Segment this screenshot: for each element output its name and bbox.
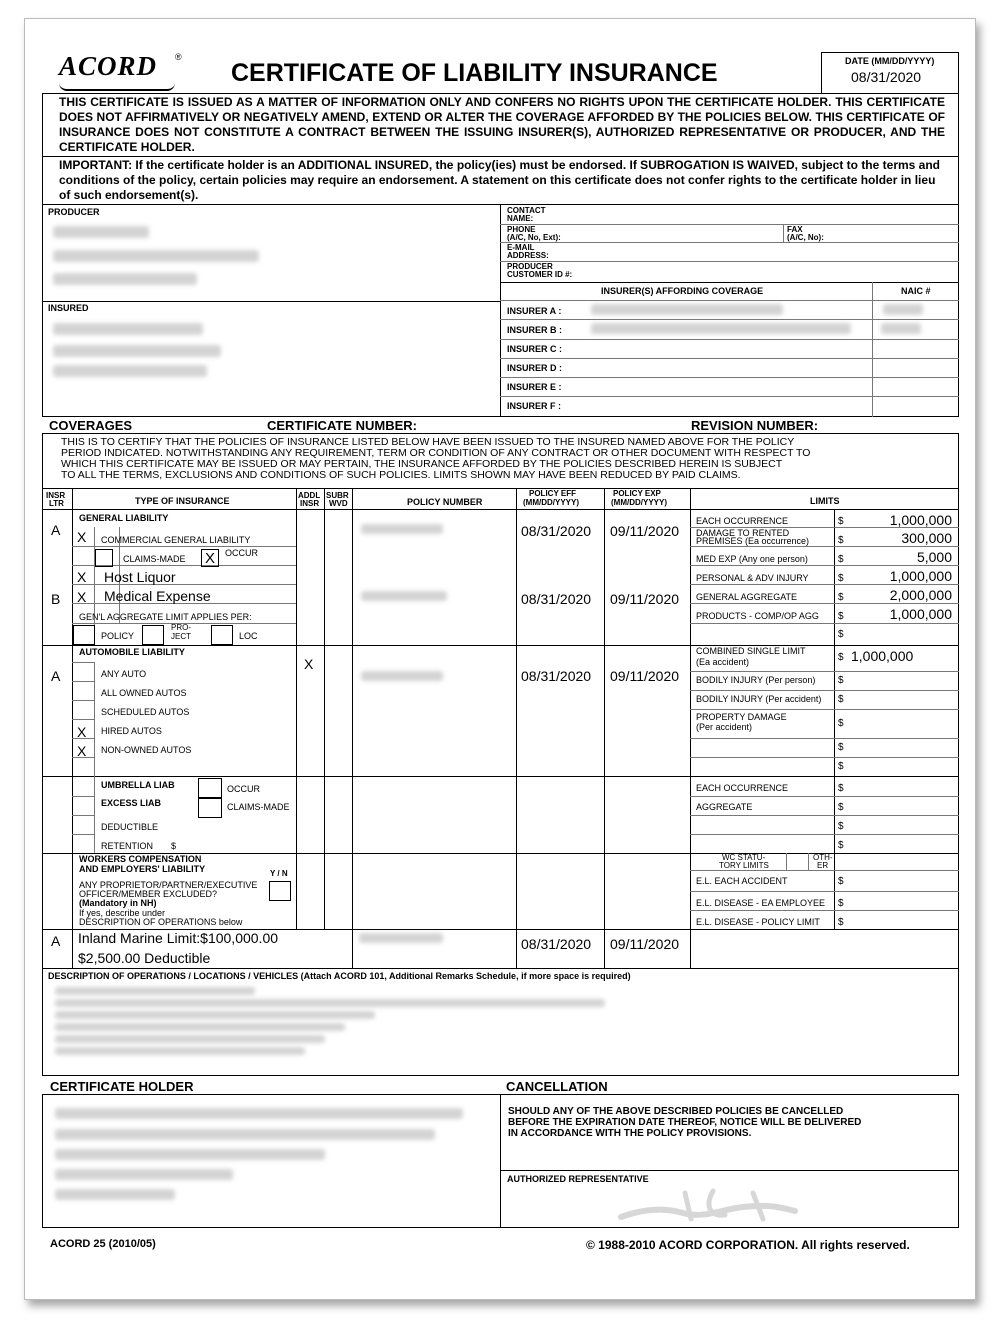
gl-insurer-letter-a: A xyxy=(51,522,61,538)
fax-label: FAX xyxy=(787,225,803,234)
producer-street-redacted xyxy=(53,250,259,262)
email-label: E-MAIL xyxy=(507,243,535,252)
gl-limit-damage-rented-currency: $ xyxy=(838,535,844,546)
gl-limit-each-occurrence-currency: $ xyxy=(838,516,844,527)
gl-limit-general-aggregate-currency: $ xyxy=(838,592,844,603)
wc-excluded-checkbox[interactable] xyxy=(269,881,291,901)
umbrella-liab-label: UMBRELLA LIAB xyxy=(101,780,175,790)
fax-label-2: (A/C, No): xyxy=(787,233,824,242)
date-value[interactable]: 08/31/2020 xyxy=(851,69,922,85)
description-line-3-redacted xyxy=(55,1011,375,1019)
gl-loc-label: LOC xyxy=(239,631,258,641)
insurer-a-label: INSURER A : xyxy=(507,306,562,316)
auto-limit-csl-label-2: (Ea accident) xyxy=(696,657,750,667)
gl-claims-made-label: CLAIMS-MADE xyxy=(123,554,186,564)
gl-limit-med-exp-label: MED EXP (Any one person) xyxy=(696,554,808,564)
certificate-number-label: CERTIFICATE NUMBER: xyxy=(267,418,417,433)
umbrella-aggregate-label: AGGREGATE xyxy=(696,802,753,812)
gl-policy-number-b-redacted xyxy=(361,591,447,601)
contact-name-label: CONTACT xyxy=(507,206,546,215)
gl-limit-personal-adv-currency: $ xyxy=(838,573,844,584)
auto-limit-csl-label: COMBINED SINGLE LIMIT xyxy=(696,646,806,656)
gl-occur-checkbox[interactable]: X xyxy=(201,549,219,567)
im-eff-date: 08/31/2020 xyxy=(521,936,592,952)
wc-line-4: If yes, describe under xyxy=(79,908,166,918)
disclaimer-text: THIS CERTIFICATE IS ISSUED AS A MATTER OF INFORMATION ONLY AND CONFERS NO RIGHTS UPON THE CERTIFICATE HOLDER. THIS CERTIFICATE DOES NOT AFFIRMATIVELY OR NEGATIVELY AMEND, EXTEND OR ALTER THE COVERAGE AFFORDED BY THE POLICIES BELOW. THIS CERTIFICATE OF INSURANCE DOES NOT CONSTITUTE A CONTRACT BETWEEN THE ISSUING INSURER(S), AUTHORIZED REPRESENTATIVE OR PRODUCER, AND THE CERTIFICATE HOLDER. xyxy=(59,95,945,154)
auto-limit-extra-2-currency: $ xyxy=(838,761,844,772)
customer-id-label: PRODUCER xyxy=(507,262,553,271)
gl-exp-date-b: 09/11/2020 xyxy=(610,591,680,607)
auto-addl-insr-mark: X xyxy=(304,656,314,672)
auto-limit-extra-1-currency: $ xyxy=(838,742,844,753)
gl-limit-products-value: 1,000,000 xyxy=(889,606,952,622)
col-policy-eff: POLICY EFF xyxy=(529,489,576,498)
coverage-statement-line-4: TO ALL THE TERMS, EXCLUSIONS AND CONDITIONS OF SUCH POLICIES. LIMITS SHOWN MAY HAVE BEEN REDUCED BY PAID CLAIMS. xyxy=(61,469,741,481)
col-subr-wvd: SUBR xyxy=(326,491,349,500)
auto-hired-label: HIRED AUTOS xyxy=(101,726,162,736)
umbrella-each-occurrence-label: EACH OCCURRENCE xyxy=(696,783,789,793)
wc-line-1: ANY PROPRIETOR/PARTNER/EXECUTIVE xyxy=(79,880,258,890)
wc-statutory-limits-label: WC STATU- xyxy=(722,853,766,862)
holder-line-1-redacted xyxy=(55,1108,463,1119)
col-addl-insr-2: INSR xyxy=(300,499,320,508)
retention-currency: $ xyxy=(171,841,177,851)
coverage-statement-line-1: THIS IS TO CERTIFY THAT THE POLICIES OF INSURANCE LISTED BELOW HAVE BEEN ISSUED TO THE INSURED NAMED ABOVE FOR THE POLICY xyxy=(61,436,795,448)
producer-label: PRODUCER xyxy=(48,207,100,217)
auto-non-owned-checkbox[interactable]: X xyxy=(77,743,87,759)
umbrella-claims-made-label: CLAIMS-MADE xyxy=(227,802,290,812)
insurer-e-label: INSURER E : xyxy=(507,382,562,392)
gl-aggregate-applies-label: GEN'L AGGREGATE LIMIT APPLIES PER: xyxy=(79,612,252,622)
gl-project-checkbox[interactable] xyxy=(142,625,164,645)
gl-policy-checkbox[interactable] xyxy=(73,625,95,645)
insured-label: INSURED xyxy=(48,303,89,313)
gl-limit-each-occurrence-value: 1,000,000 xyxy=(889,512,952,528)
col-policy-number: POLICY NUMBER xyxy=(407,497,483,507)
gl-commercial-checkbox[interactable]: X xyxy=(77,529,87,545)
description-line-4-redacted xyxy=(55,1023,345,1031)
cancellation-text-line-3: IN ACCORDANCE WITH THE POLICY PROVISIONS. xyxy=(508,1128,752,1139)
auto-hired-checkbox[interactable]: X xyxy=(77,724,87,740)
wc-title-2: AND EMPLOYERS' LIABILITY xyxy=(79,864,206,874)
wc-yn-label: Y / N xyxy=(270,869,288,878)
wc-other-label: OTH- xyxy=(813,853,833,862)
col-insr-ltr-2: LTR xyxy=(49,499,64,508)
auto-non-owned-label: NON-OWNED AUTOS xyxy=(101,745,192,755)
gl-policy-label: POLICY xyxy=(101,631,135,641)
revision-number-label: REVISION NUMBER: xyxy=(691,418,819,433)
important-text: IMPORTANT: If the certificate holder is an ADDITIONAL INSURED, the policy(ies) must be endorsed. If SUBROGATION IS WAIVED, subject to the terms and conditions of the policy, certain policies may require an endorsement. A statement on this certificate does not confer rights to the certificate holder in lieu of such endorsement(s). xyxy=(59,158,940,202)
contact-name-label-2: NAME: xyxy=(507,214,534,223)
gl-exp-date-a: 09/11/2020 xyxy=(610,523,680,539)
gl-policy-number-a-redacted xyxy=(361,524,443,534)
gl-host-liquor-label: Host Liquor xyxy=(104,569,176,585)
gl-title: GENERAL LIABILITY xyxy=(79,513,169,523)
email-label-2: ADDRESS: xyxy=(507,251,549,260)
umbrella-occur-label: OCCUR xyxy=(227,784,260,794)
col-limits: LIMITS xyxy=(810,496,840,506)
wc-el-disease-employee-currency: $ xyxy=(838,898,844,909)
logo-swoosh xyxy=(59,83,175,91)
authorized-representative-label: AUTHORIZED REPRESENTATIVE xyxy=(507,1174,649,1184)
wc-el-each-accident-currency: $ xyxy=(838,876,844,887)
gl-insurer-letter-b: B xyxy=(51,591,61,607)
col-subr-wvd-2: WVD xyxy=(329,499,348,508)
gl-claims-made-checkbox[interactable] xyxy=(95,549,113,567)
gl-limit-general-aggregate-label: GENERAL AGGREGATE xyxy=(696,592,798,602)
auto-any-auto-label: ANY AUTO xyxy=(101,669,147,679)
im-line-1: Inland Marine Limit:$100,000.00 xyxy=(78,930,279,946)
gl-limit-each-occurrence-label: EACH OCCURRENCE xyxy=(696,516,789,526)
col-addl-insr: ADDL xyxy=(298,491,321,500)
gl-medical-expense-label: Medical Expense xyxy=(104,588,211,604)
description-line-2-redacted xyxy=(55,999,605,1007)
gl-limit-damage-rented-label: DAMAGE TO RENTED xyxy=(696,528,790,538)
auto-limit-bi-person-label: BODILY INJURY (Per person) xyxy=(696,675,816,685)
auto-eff-date: 08/31/2020 xyxy=(521,668,592,684)
umbrella-aggregate-currency: $ xyxy=(838,802,844,813)
umbrella-extra-2-currency: $ xyxy=(838,840,844,851)
wc-statutory-limits-label-2: TORY LIMITS xyxy=(719,861,769,870)
auto-exp-date: 09/11/2020 xyxy=(610,668,680,684)
gl-limit-med-exp-value: 5,000 xyxy=(916,549,952,565)
insured-street-redacted xyxy=(53,345,221,357)
signature-image xyxy=(613,1179,803,1229)
umbrella-extra-1-currency: $ xyxy=(838,821,844,832)
umbrella-claims-made-checkbox[interactable] xyxy=(198,798,222,818)
gl-occur-label: OCCUR xyxy=(225,548,258,558)
excess-liab-label: EXCESS LIAB xyxy=(101,798,162,808)
customer-id-label-2: CUSTOMER ID #: xyxy=(507,270,573,279)
insurer-c-label: INSURER C : xyxy=(507,344,563,354)
description-label: DESCRIPTION OF OPERATIONS / LOCATIONS / VEHICLES (Attach ACORD 101, Additional Remarks Schedule, if more space is required) xyxy=(48,971,631,981)
description-line-6-redacted xyxy=(55,1047,305,1055)
umbrella-occur-checkbox[interactable] xyxy=(198,778,222,798)
insured-name-redacted xyxy=(53,323,203,335)
gl-limit-damage-rented-value: 300,000 xyxy=(901,530,952,546)
insurer-b-label: INSURER B : xyxy=(507,325,563,335)
deductible-label: DEDUCTIBLE xyxy=(101,822,159,832)
auto-limit-csl-value: 1,000,000 xyxy=(851,648,914,664)
auto-all-owned-label: ALL OWNED AUTOS xyxy=(101,688,187,698)
description-line-5-redacted xyxy=(55,1035,325,1043)
col-policy-eff-2: (MM/DD/YYYY) xyxy=(523,498,579,507)
gl-eff-date-a: 08/31/2020 xyxy=(521,523,592,539)
wc-el-each-accident-label: E.L. EACH ACCIDENT xyxy=(696,876,788,886)
auto-limit-property-label-2: (Per accident) xyxy=(696,722,753,732)
im-line-2: $2,500.00 Deductible xyxy=(78,950,211,966)
naic-label: NAIC # xyxy=(901,286,931,296)
im-insurer-letter: A xyxy=(51,933,61,949)
umbrella-each-occurrence-currency: $ xyxy=(838,783,844,794)
certificate-page xyxy=(24,18,976,1300)
im-policy-number-redacted xyxy=(359,933,443,943)
auto-policy-number-redacted xyxy=(361,671,443,681)
gl-limit-damage-rented-label-2: PREMISES (Ea occurrence) xyxy=(696,536,810,546)
retention-label: RETENTION xyxy=(101,841,154,851)
gl-limit-personal-adv-label: PERSONAL & ADV INJURY xyxy=(696,573,809,583)
gl-limit-extra-currency: $ xyxy=(838,629,844,640)
description-box xyxy=(42,968,959,1076)
holder-line-4-redacted xyxy=(55,1169,233,1180)
auto-title: AUTOMOBILE LIABILITY xyxy=(79,647,185,657)
coverages-label: COVERAGES xyxy=(49,418,133,433)
date-label: DATE (MM/DD/YYYY) xyxy=(845,56,935,66)
wc-line-5: DESCRIPTION OF OPERATIONS below xyxy=(79,917,243,927)
insurer-b-name-redacted xyxy=(591,323,851,334)
page-title: CERTIFICATE OF LIABILITY INSURANCE xyxy=(231,59,718,87)
auto-limit-property-label: PROPERTY DAMAGE xyxy=(696,712,787,722)
gl-commercial-label: COMMERCIAL GENERAL LIABILITY xyxy=(101,535,251,545)
coverage-statement-line-3: WHICH THIS CERTIFICATE MAY BE ISSUED OR MAY PERTAIN, THE INSURANCE AFFORDED BY THE POLICIES DESCRIBED HEREIN IS SUBJECT xyxy=(61,458,783,470)
col-policy-exp: POLICY EXP xyxy=(613,489,661,498)
holder-line-5-redacted xyxy=(55,1189,175,1200)
auto-insurer-letter: A xyxy=(51,668,61,684)
col-policy-exp-2: (MM/DD/YYYY) xyxy=(611,498,667,507)
auto-limit-property-currency: $ xyxy=(838,718,844,729)
wc-el-disease-policy-label: E.L. DISEASE - POLICY LIMIT xyxy=(696,917,820,927)
insured-city-redacted xyxy=(53,365,207,377)
description-line-1-redacted xyxy=(55,987,255,995)
coverage-statement-line-2: PERIOD INDICATED. NOTWITHSTANDING ANY REQUIREMENT, TERM OR CONDITION OF ANY CONTRACT OR OTHER DOCUMENT WITH RESPECT TO xyxy=(61,447,811,459)
insurers-heading: INSURER(S) AFFORDING COVERAGE xyxy=(601,286,764,296)
certificate-holder-label: CERTIFICATE HOLDER xyxy=(50,1079,194,1094)
producer-city-redacted xyxy=(53,273,197,285)
insurer-a-name-redacted xyxy=(591,304,783,315)
insurer-a-naic-redacted xyxy=(883,304,923,315)
cancellation-text-line-1: SHOULD ANY OF THE ABOVE DESCRIBED POLICIES BE CANCELLED xyxy=(508,1106,844,1117)
gl-loc-checkbox[interactable] xyxy=(211,625,233,645)
auto-limit-bi-accident-label: BODILY INJURY (Per accident) xyxy=(696,694,822,704)
gl-limit-personal-adv-value: 1,000,000 xyxy=(889,568,952,584)
logo-registered-mark: ® xyxy=(175,52,182,62)
col-insr-ltr: INSR xyxy=(46,491,66,500)
auto-limit-bi-accident-currency: $ xyxy=(838,694,844,705)
wc-title: WORKERS COMPENSATION xyxy=(79,854,202,864)
gl-project-label: PRO- xyxy=(171,623,191,632)
wc-el-disease-policy-currency: $ xyxy=(838,917,844,928)
acord-logo: ACORD xyxy=(59,51,158,81)
auto-limit-csl-currency: $ xyxy=(838,652,844,663)
auto-limit-bi-person-currency: $ xyxy=(838,675,844,686)
gl-eff-date-b: 08/31/2020 xyxy=(521,591,592,607)
wc-other-label-2: ER xyxy=(817,861,829,870)
col-type: TYPE OF INSURANCE xyxy=(135,496,230,506)
gl-limit-products-currency: $ xyxy=(838,611,844,622)
parties-divider xyxy=(500,204,501,417)
wc-el-disease-employee-label: E.L. DISEASE - EA EMPLOYEE xyxy=(696,898,826,908)
cancellation-label: CANCELLATION xyxy=(506,1079,608,1094)
wc-line-3: (Mandatory in NH) xyxy=(79,898,157,908)
copyright: © 1988-2010 ACORD CORPORATION. All rights reserved. xyxy=(586,1238,910,1252)
holder-line-2-redacted xyxy=(55,1129,435,1140)
insurer-b-naic-redacted xyxy=(881,323,921,334)
gl-medical-expense-checkbox[interactable]: X xyxy=(77,589,87,605)
auto-scheduled-label: SCHEDULED AUTOS xyxy=(101,707,190,717)
wc-line-2: OFFICER/MEMBER EXCLUDED? xyxy=(79,889,218,899)
gl-limit-med-exp-currency: $ xyxy=(838,554,844,565)
phone-label: PHONE xyxy=(507,225,536,234)
im-exp-date: 09/11/2020 xyxy=(610,936,680,952)
gl-limit-general-aggregate-value: 2,000,000 xyxy=(889,587,952,603)
insurer-d-label: INSURER D : xyxy=(507,363,563,373)
phone-label-2: (A/C, No, Ext): xyxy=(507,233,561,242)
insurer-f-label: INSURER F : xyxy=(507,401,561,411)
producer-name-redacted xyxy=(53,226,149,238)
gl-limit-products-label: PRODUCTS - COMP/OP AGG xyxy=(696,611,819,621)
gl-host-liquor-checkbox[interactable]: X xyxy=(77,569,87,585)
gl-project-label-2: JECT xyxy=(171,632,191,641)
form-number: ACORD 25 (2010/05) xyxy=(50,1238,156,1250)
holder-line-3-redacted xyxy=(55,1149,325,1160)
cancellation-text-line-2: BEFORE THE EXPIRATION DATE THEREOF, NOTICE WILL BE DELIVERED xyxy=(508,1117,862,1128)
